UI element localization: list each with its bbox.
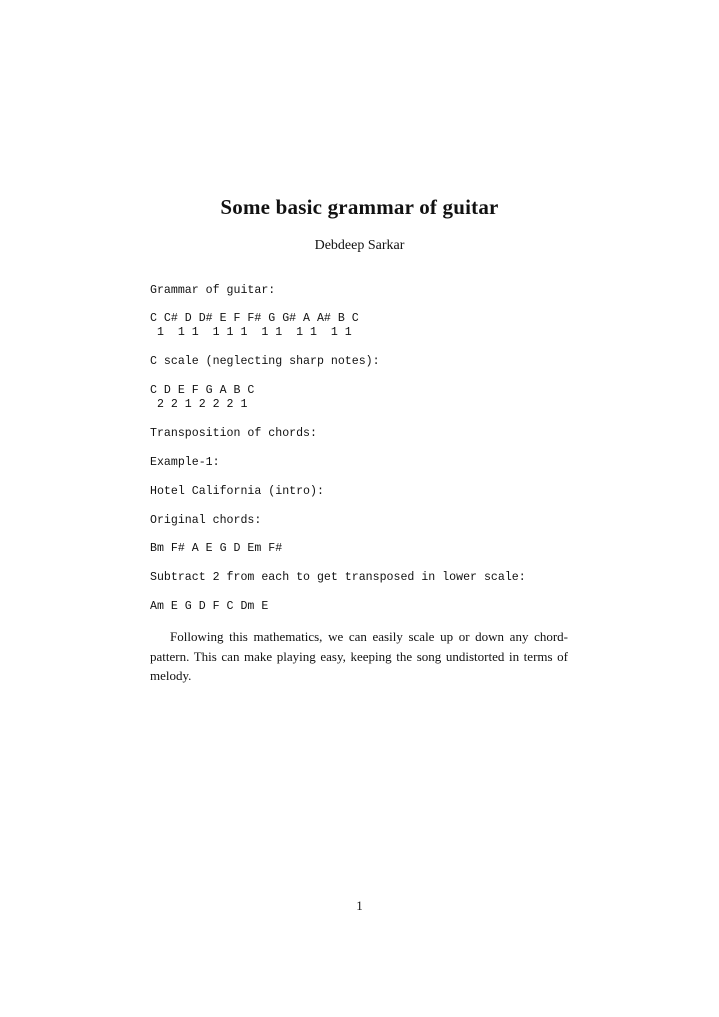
song-label: Hotel California (intro): bbox=[150, 485, 324, 498]
c-scale-notes-line: C D E F G A B C bbox=[150, 384, 255, 397]
grammar-heading: Grammar of guitar: bbox=[150, 284, 276, 297]
chromatic-notes-line: C C# D D# E F F# G G# A A# B C bbox=[150, 312, 359, 325]
original-chords: Bm F# A E G D Em F# bbox=[150, 542, 283, 555]
document-author: Debdeep Sarkar bbox=[314, 238, 405, 253]
subtract-instruction: Subtract 2 from each to get transposed in lower scale: bbox=[150, 571, 526, 584]
example-label: Example-1: bbox=[150, 456, 220, 469]
c-scale-heading: C scale (neglecting sharp notes): bbox=[150, 355, 380, 368]
transposed-chords: Am E G D F C Dm E bbox=[150, 600, 269, 613]
chromatic-intervals-line: 1 1 1 1 1 1 1 1 1 1 1 1 bbox=[150, 326, 352, 339]
original-chords-label: Original chords: bbox=[150, 514, 262, 527]
page-number: 1 bbox=[356, 898, 363, 913]
c-scale-intervals-line: 2 2 1 2 2 2 1 bbox=[150, 398, 248, 411]
document-title: Some basic grammar of guitar bbox=[220, 195, 499, 219]
transposition-heading: Transposition of chords: bbox=[150, 427, 317, 440]
closing-paragraph: Following this mathematics, we can easily scale up or down any chord-pattern. This can make playing easy, keeping the song undistorted in terms of melody. bbox=[150, 629, 568, 683]
